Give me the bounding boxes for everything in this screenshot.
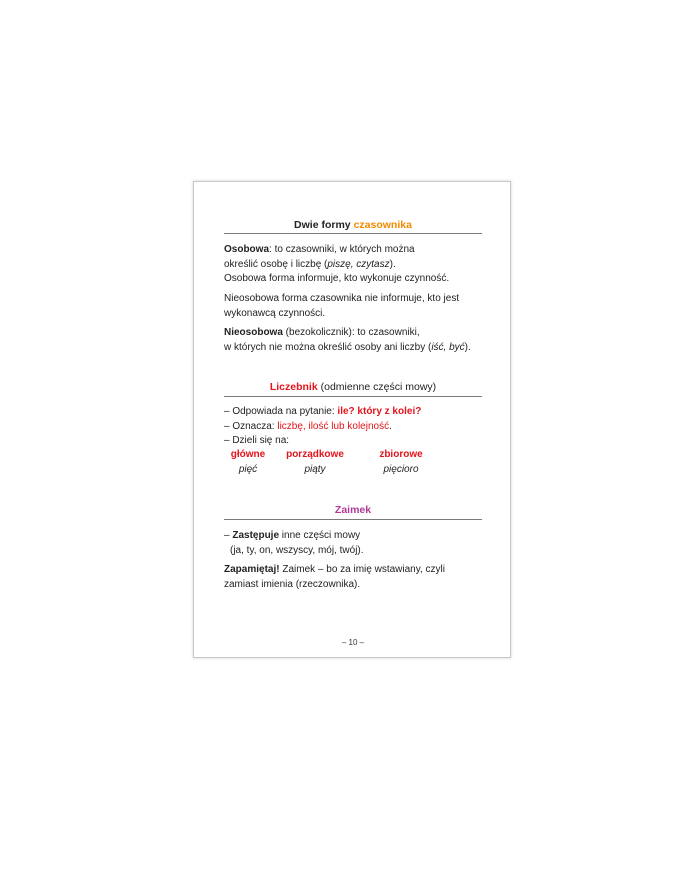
text: – [224,530,233,541]
category-label: zbiorowe [379,449,423,460]
section-title-highlight: Liczebnik [269,381,318,393]
text: wykonawcą czynności. [224,307,326,319]
section-title-text: (odmienne części mowy) [317,381,437,393]
text: Osobowa forma informuje, kto wykonuje czynność. [224,273,450,284]
category-zbiorowe [361,448,441,477]
text: zamiast imienia (rzeczownika). [224,578,361,590]
term-osobowa: Osobowa [224,244,270,255]
text: inne części mowy [279,530,361,541]
example: iść, być [431,341,465,353]
paragraph-zapamietaj [224,563,486,592]
text: – Oznacza: [224,420,278,432]
text: Nieosobowa forma czasownika nie informuje, kto jest [224,293,460,304]
paragraph-nieosobowa-info [224,292,486,321]
category-example: pięć [238,463,258,475]
example: piszę, czytasz [327,258,390,270]
liczebnik-list [224,405,486,449]
section-title-zaimek [224,504,482,516]
text: ). [464,341,471,353]
category-label: porządkowe [286,449,344,460]
category-example: piąty [304,463,326,475]
section-title-highlight: Zaimek [334,504,372,516]
highlight: liczbę, ilość lub kolejność [277,420,390,432]
text: ). [389,258,396,270]
category-example: pięcioro [383,463,419,475]
text: – Dzieli się na: [224,435,290,446]
section-title-highlight: czasownika [353,219,412,231]
section-divider [224,233,482,234]
section-divider [224,396,482,397]
text: – Odpowiada na pytanie: [224,406,338,417]
zaimek-list [224,529,486,558]
section-title-liczebnik [224,381,482,393]
text: . [389,420,392,432]
text: Zaimek – bo za imię wstawiany, czyli [279,564,445,575]
book-page [193,181,511,658]
paragraph-osobowa [224,243,486,287]
term-zastepuje: Zastępuje [232,530,280,541]
category-label: główne [230,449,266,460]
highlight: ile? który z kolei? [337,406,422,417]
paragraph-nieosobowa [224,326,486,355]
category-porzadkowe [275,448,355,477]
text: (bezokolicznik): to czasowniki, [282,327,420,338]
text: określić osobę i liczbę ( [224,258,328,270]
text: w których nie można określić osoby ani liczby ( [224,341,432,353]
section-title-text: Dwie formy [294,219,354,231]
text: : to czasowniki, w których można [269,244,415,255]
term-nieosobowa: Nieosobowa [224,327,283,338]
page-number: – 10 – [341,638,365,647]
term-zapamietaj: Zapamiętaj! [224,564,280,575]
section-divider [224,519,482,520]
text: (ja, ty, on, wszyscy, mój, twój). [230,544,364,556]
section-title-czasownik [224,219,482,231]
